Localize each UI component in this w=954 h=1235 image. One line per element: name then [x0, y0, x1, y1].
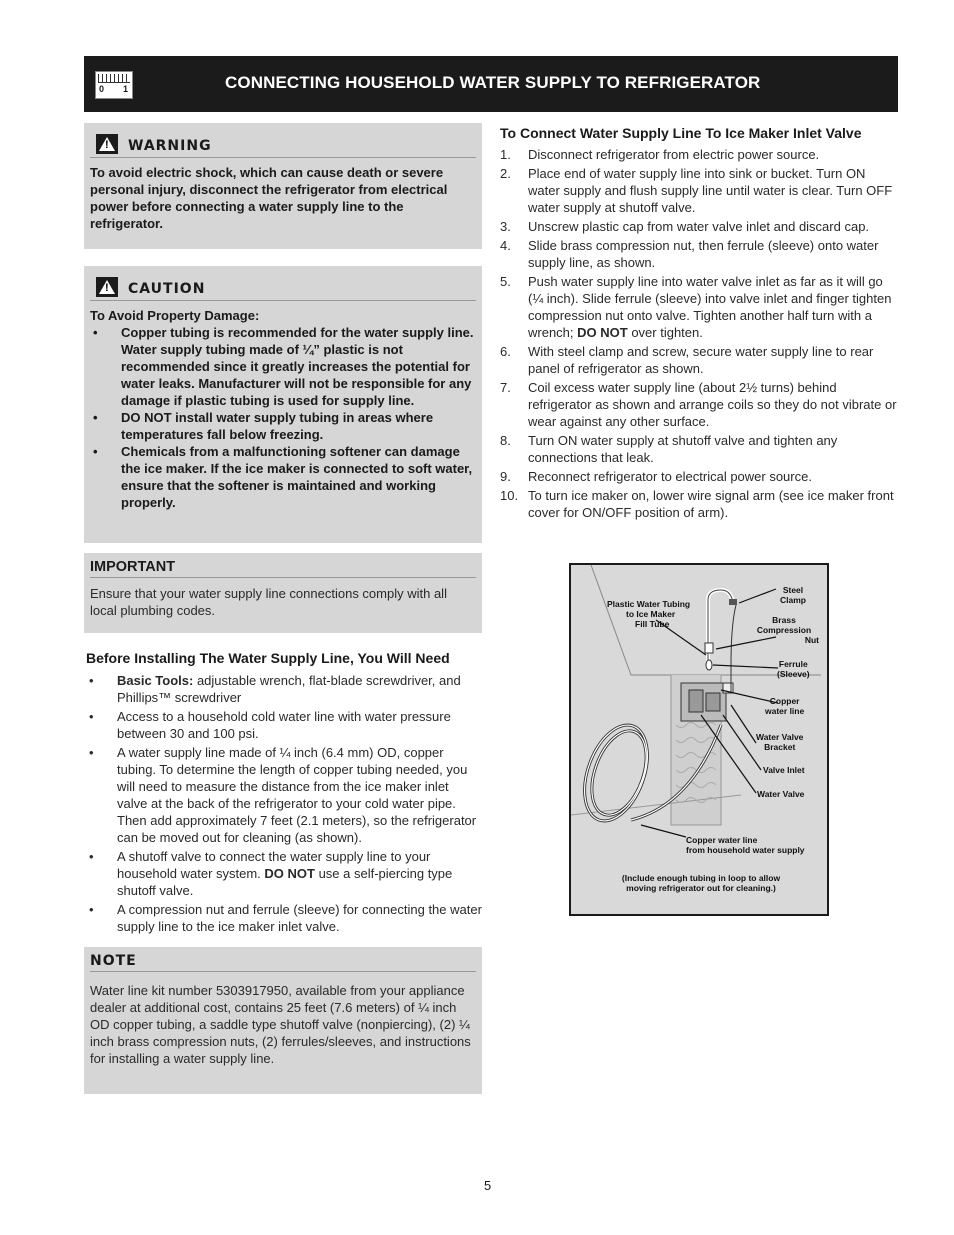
- caution-intro: To Avoid Property Damage:: [90, 308, 260, 323]
- page-number: 5: [484, 1178, 492, 1193]
- important-text: Ensure that your water supply line connections comply with all local plumbing codes.: [90, 586, 447, 618]
- warning-icon: !: [96, 134, 118, 154]
- list-item: 9. Reconnect refrigerator to electrical power source.: [500, 469, 812, 484]
- section-header: [84, 56, 898, 112]
- list-item: • A shutoff valve to connect the water supply line to your household water system. DO NOT use a self-piercing type shutoff valve.: [89, 849, 453, 898]
- ruler-start-label: 0: [99, 84, 105, 94]
- list-item: • DO NOT install water supply tubing in areas where temperatures fall below freezing.: [93, 410, 434, 442]
- caution-icon: !: [96, 277, 118, 297]
- list-item: • Basic Tools: adjustable wrench, flat-blade screwdriver, and Phillips™ screwdriver: [89, 673, 461, 705]
- before-list: [86, 672, 482, 937]
- warning-text: To avoid electric shock, which can cause death or severe personal injury, disconnect the refrigerator from electrical power before connecting a water supply line to the refrigerator.: [90, 165, 448, 231]
- warning-title: WARNING: [128, 138, 212, 154]
- water-line-diagram: [569, 563, 829, 916]
- warning-box: [84, 123, 482, 249]
- list-item: 3. Unscrew plastic cap from water valve inlet and discard cap.: [500, 219, 870, 234]
- list-item: • Copper tubing is recommended for the water supply line. Water supply tubing made of ¼” plastic is not recommended since it greatly increases the potential for water leaks. Manufacturer will not be responsible for any damage if plastic tubing is used for supply line.: [93, 325, 474, 408]
- caution-title: CAUTION: [128, 281, 206, 297]
- note-title: NOTE: [90, 953, 137, 969]
- label-valve-bracket: Water Valve Bracket: [756, 732, 804, 752]
- label-valve-inlet: Valve Inlet: [763, 765, 805, 775]
- list-item: 2. Place end of water supply line into sink or bucket. Turn ON water supply and flush supply line until water is clear. Turn OFF water supply at shutoff valve.: [500, 166, 893, 215]
- label-loop-note: (Include enough tubing in loop to allow moving refrigerator out for cleaning.): [621, 873, 781, 893]
- connect-steps: [500, 146, 898, 523]
- list-item: • A water supply line made of ¼ inch (6.4 mm) OD, copper tubing. To determine the length of copper tubing needed, you will need to measure the distance from the ice maker inlet valve at the back of the refrigerator to your cold water pipe. Then add approximately 7 feet (2.1 meters), so the refrigerator can be moved out for cleaning (as shown).: [89, 745, 477, 845]
- before-heading: Before Installing The Water Supply Line, You Will Need: [86, 650, 450, 666]
- label-plastic-tubing: Plastic Water Tubing to Ice Maker Fill Tube: [607, 599, 691, 629]
- important-box: [84, 553, 482, 633]
- important-title: IMPORTANT: [90, 559, 476, 578]
- label-household-line: Copper water line from household water supply: [686, 835, 805, 855]
- ruler-icon: [95, 71, 133, 99]
- label-ferrule: Ferrule (Sleeve): [777, 659, 810, 679]
- list-item: 5. Push water supply line into water valve inlet as far as it will go (¼ inch). Slide ferrule (sleeve) into valve inlet and finger tighten compression nut onto valve. Tighten another half turn with a wrench; DO NOT over tighten.: [500, 274, 892, 340]
- page-title: CONNECTING HOUSEHOLD WATER SUPPLY TO REFRIGERATOR: [225, 73, 761, 92]
- list-item: • Access to a household cold water line with water pressure between 30 and 100 psi.: [89, 709, 451, 741]
- note-text: Water line kit number 5303917950, available from your appliance dealer at additional cost, contains 25 feet (7.6 meters) of ¼ inch OD copper tubing, a saddle type shutoff valve (nonpiercing), (2) ¼ inch brass compression nuts, (2) ferrules/sleeves, and instructions for installing a water supply line.: [90, 983, 471, 1066]
- list-item: 7. Coil excess water supply line (about 2½ turns) behind refrigerator as shown and arrange coils so they do not vibrate or wear against any other surface.: [500, 380, 897, 429]
- list-item: 10. To turn ice maker on, lower wire signal arm (see ice maker front cover for ON/OFF position of arm).: [500, 488, 894, 520]
- label-brass-nut: Brass Compression Nut: [756, 615, 819, 645]
- list-item: 4. Slide brass compression nut, then ferrule (sleeve) onto water supply line, as shown.: [500, 238, 879, 270]
- ruler-end-label: 1: [122, 84, 128, 94]
- list-item: • Chemicals from a malfunctioning softener can damage the ice maker. If the ice maker is connected to soft water, ensure that the softener is maintained and working properly.: [93, 444, 473, 510]
- list-item: 8. Turn ON water supply at shutoff valve and tighten any connections that leak.: [500, 433, 838, 465]
- list-item: 1. Disconnect refrigerator from electric power source.: [500, 147, 820, 162]
- note-box: [84, 947, 482, 1094]
- label-copper-line: Copper water line: [765, 696, 805, 716]
- list-item: 6. With steel clamp and screw, secure water supply line to rear panel of refrigerator as shown.: [500, 344, 874, 376]
- list-item: • A compression nut and ferrule (sleeve) for connecting the water supply line to the ice maker inlet valve.: [89, 902, 482, 934]
- connect-heading: To Connect Water Supply Line To Ice Maker Inlet Valve: [500, 125, 862, 141]
- label-steel-clamp: Steel Clamp: [780, 585, 806, 605]
- label-water-valve: Water Valve: [757, 789, 805, 799]
- caution-box: [84, 266, 482, 543]
